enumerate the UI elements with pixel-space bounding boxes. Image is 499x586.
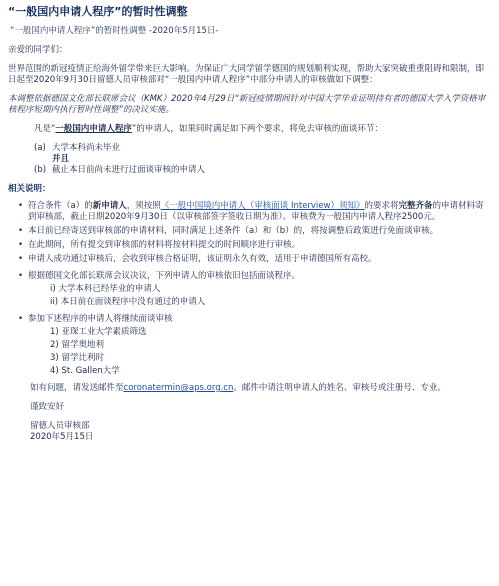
contact-email-link[interactable]: coronatermin@aps.org.cn	[123, 383, 234, 393]
contact-text: 如有问题，请发送邮件至	[30, 383, 124, 393]
item-text: 留学比利时	[61, 353, 104, 363]
conditions-intro	[34, 124, 491, 135]
note-text: ，须按照	[126, 201, 161, 211]
interview-list	[8, 271, 491, 308]
condition-key	[34, 154, 52, 165]
note-order: • 在此期间，所有提交到审核部的材料将按材料提交的时间顺序进行审核。	[18, 240, 491, 251]
contact-text: 。邮件中请注明申请人的姓名、审核号或注册号、专业。	[233, 383, 446, 393]
item-key: 1)	[50, 327, 59, 337]
item-key: 4)	[50, 366, 59, 376]
note-new-applicants	[18, 201, 491, 223]
date: 2020年5月15日	[30, 432, 94, 442]
sublist-item	[50, 284, 491, 295]
basis-paragraph: 本调整依据德国文化部长联席会议（KMK）2020年4月29日“新冠疫情期间针对中国大学毕业证明持有者的德国大学入学资格审核程序短期内执行暂时性调整”的决议实施。	[8, 94, 486, 115]
programs-list	[8, 314, 491, 377]
condition-connector: 并且	[52, 154, 70, 164]
condition-b	[34, 165, 491, 176]
item-text: 留学奥地利	[61, 340, 104, 350]
interview-sublist	[50, 284, 491, 308]
item-key: 3)	[50, 353, 59, 363]
note-sent-materials: • 本日前已经寄送到审核部的申请材料，同时满足上述条件（a）和（b）的，将按调整后政策进行免面谈审核。	[18, 226, 491, 237]
sublist-item	[50, 353, 491, 364]
guide-link[interactable]: 《一般中国境内申请人（审核面谈 Interview）须知》	[160, 201, 365, 211]
note-text: 的申请材料寄到审核部，截止日期2020年9月30日（以审核部签字签收日期为准）。审核费为一般国内申请人程序2500元。	[28, 201, 484, 222]
item-text: St. Gallen大学	[61, 366, 120, 376]
note-interview-required	[18, 271, 491, 308]
intro-paragraph: 世界范围的新冠疫情正给海外留学带来巨大影响。为保证广大同学留学德国的规划顺利实现，帮助大家突破重重阻碍和限制，即日起至2020年9月30日留德人员审核部对“一般国内申请人程序”中部分申请人的审核做如下调整：	[8, 64, 485, 85]
note-programs	[18, 314, 491, 377]
notes-list	[8, 201, 491, 265]
greeting: 亲爱的同学们：	[8, 45, 68, 55]
note-bold: 完整齐备	[398, 201, 433, 211]
closing: 谨致安好	[30, 402, 65, 412]
condition-text: 大学本科尚未毕业	[52, 143, 121, 153]
program-name: 一般国内申请人程序	[55, 124, 132, 134]
sublist-item	[50, 327, 491, 338]
note-certificate: • 申请人成功通过审核后，会收到审核合格证明，该证明永久有效，适用于申请德国所有高校。	[18, 254, 491, 265]
note-text: 的要求将	[364, 201, 399, 211]
item-text: 亚琛工业大学素质筛选	[61, 327, 147, 337]
sublist-item	[50, 366, 491, 377]
item-text: 本日前在面谈程序中没有通过的申请人	[60, 297, 206, 307]
item-key: 2)	[50, 340, 59, 350]
note-bold: 新申请人	[92, 201, 127, 211]
item-key: ii)	[50, 297, 59, 307]
conditions-intro-post: ”的申请人，如果同时满足如下两个要求，将免去审核的面谈环节：	[131, 124, 383, 134]
note-text: 参加下述程序的申请人将继续面谈审核	[28, 314, 173, 324]
sublist-item	[50, 297, 491, 308]
condition-key: (b)	[34, 165, 47, 175]
note-text: 符合条件（a）的	[28, 201, 93, 211]
programs-sublist	[50, 327, 491, 377]
page-title: “一般国内申请人程序”的暂时性调整	[8, 5, 188, 18]
signature: 留德人员审核部	[30, 421, 90, 431]
condition-key: (a)	[34, 143, 46, 153]
item-key: i)	[50, 284, 56, 294]
condition-a	[34, 143, 491, 154]
notes-heading: 相关说明：	[8, 184, 51, 194]
page-subtitle: “一般国内申请人程序”的暂时性调整 -2020年5月15日-	[10, 26, 219, 36]
conditions-list	[8, 143, 491, 176]
sublist-item	[50, 340, 491, 351]
note-text: 根据德国文化部长联席会议决议，下列申请人的审核依旧包括面谈程序。	[28, 271, 301, 281]
contact-paragraph	[30, 383, 491, 394]
conditions-intro-pre: 凡是“	[34, 124, 56, 134]
condition-text: 截止本日前尚未进行过面谈审核的申请人	[52, 165, 206, 175]
item-text: 大学本科已经毕业的申请人	[58, 284, 161, 294]
condition-and	[34, 154, 491, 165]
